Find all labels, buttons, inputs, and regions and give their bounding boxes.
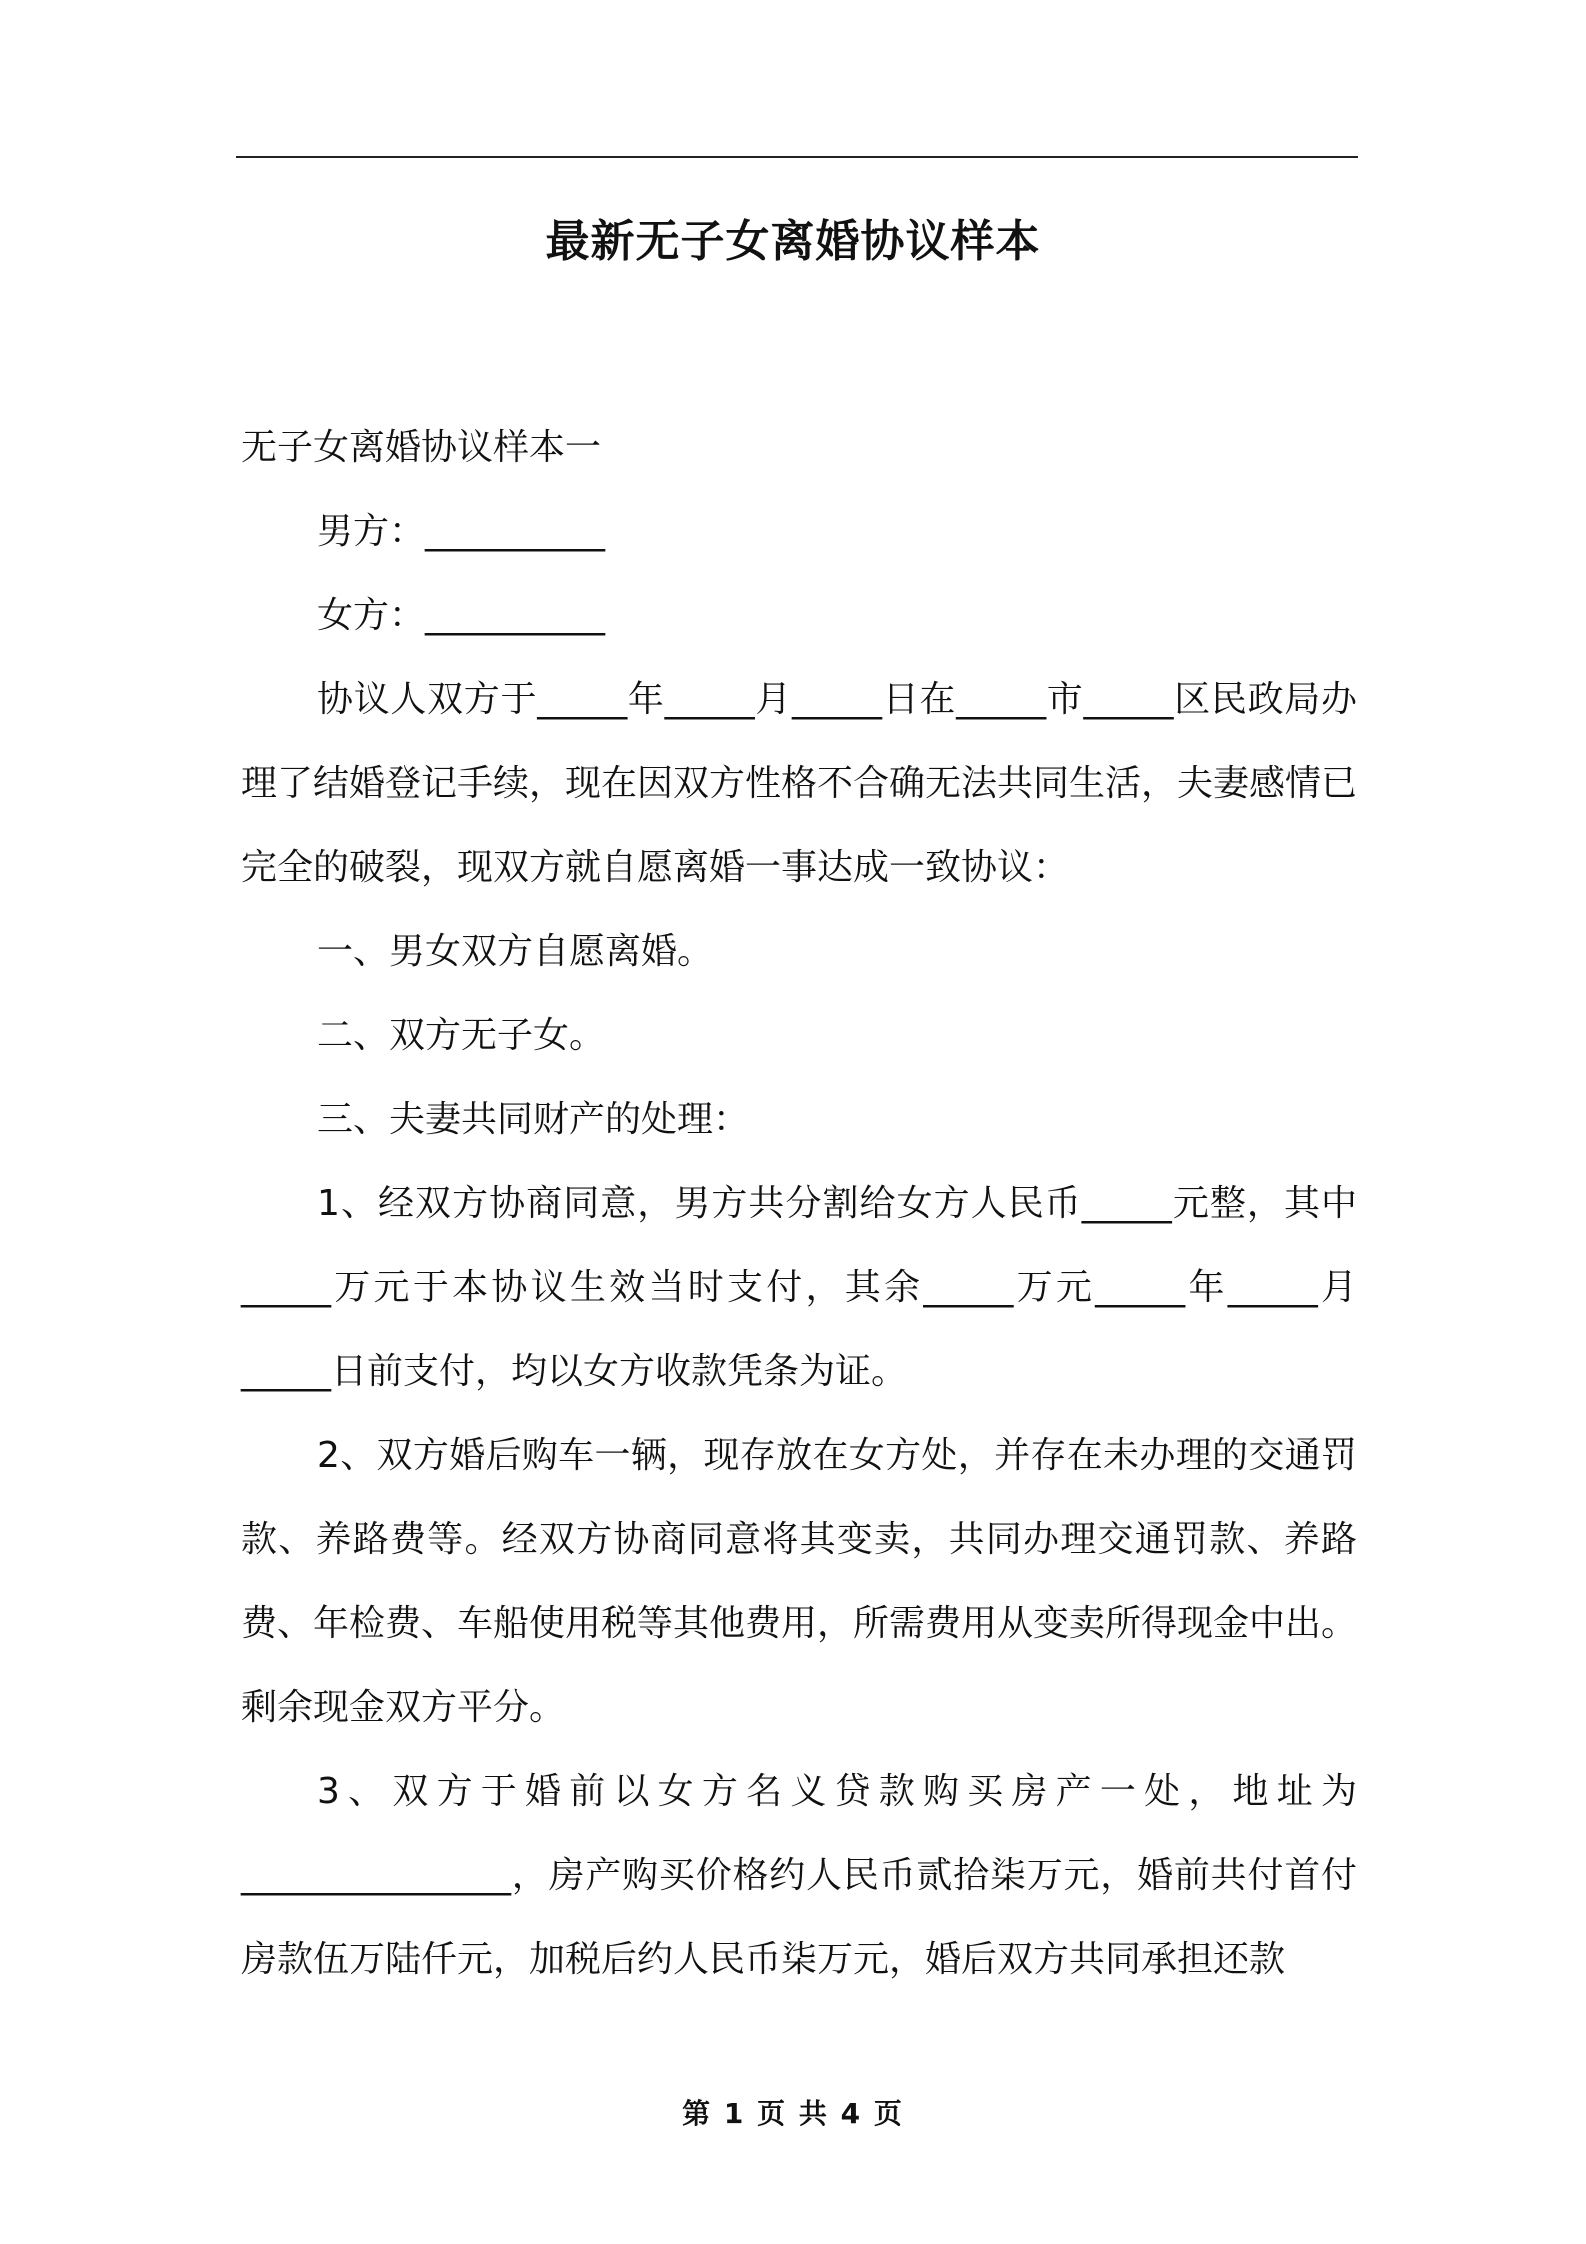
document-body: [241, 406, 1357, 2002]
agreement-intro-paragraph: 协议人双方于_____年_____月_____日在_____市_____区民政局办理了结婚登记手续，现在因双方性格不合确无法共同生活，夫妻感情已完全的破裂，现双方就自愿离婚一事达成一致协议：: [241, 679, 1358, 888]
clause-two: 二、双方无子女。: [317, 1015, 606, 1056]
document-title: 最新无子女离婚协议样本: [545, 216, 1041, 267]
property-item-3: 3、双方于婚前以女方名义贷款购买房产一处，地址为_______________，房产购买价格约人民币贰拾柒万元，婚前共付首付房款伍万陆仟元，加税后约人民币柒万元，婚后双方共同承担还款: [241, 1771, 1357, 1980]
clause-one: 一、男女双方自愿离婚。: [317, 931, 714, 972]
property-item-1: 1、经双方协商同意，男方共分割给女方人民币_____元整，其中_____万元于本协议生效当时支付，其余_____万元_____年_____月_____日前支付，均以女方收款凭条为证。: [241, 1183, 1357, 1392]
female-party-line: 女方：__________: [317, 595, 606, 636]
property-item-2: 2、双方婚后购车一辆，现存放在女方处，并存在未办理的交通罚款、养路费等。经双方协商同意将其变卖，共同办理交通罚款、养路费、年检费、车船使用税等其他费用，所需费用从变卖所得现金中出。剩余现金双方平分。: [241, 1435, 1358, 1728]
male-party-line: 男方：__________: [317, 511, 606, 552]
page-footer: 第 1 页 共 4 页: [682, 2097, 904, 2130]
clause-three-heading: 三、夫妻共同财产的处理：: [317, 1099, 750, 1140]
header-rule: [236, 156, 1358, 158]
section-heading: 无子女离婚协议样本一: [241, 427, 602, 468]
